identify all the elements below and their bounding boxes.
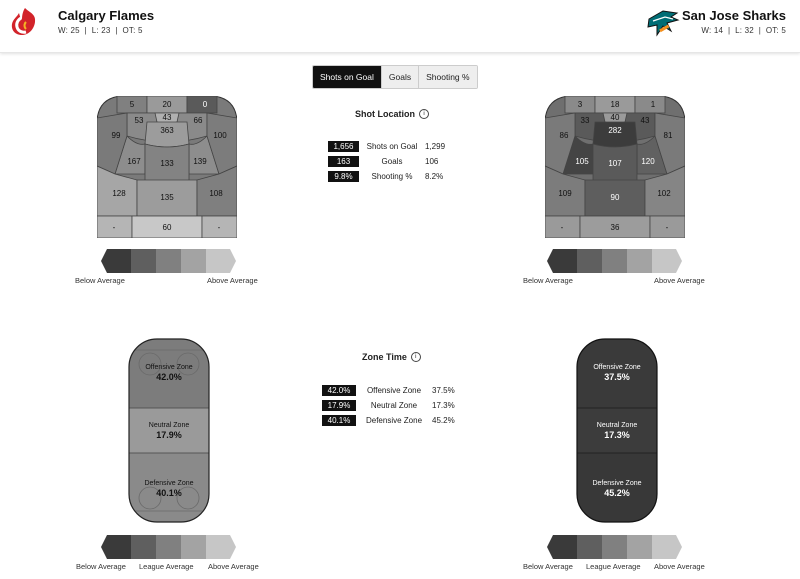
- zone-value: 36: [610, 223, 620, 232]
- san-jose-sharks-logo: [645, 5, 681, 41]
- home-stat-value: 17.9%: [322, 400, 356, 411]
- stat-row: [328, 154, 445, 169]
- stat-label: Defensive Zone: [365, 416, 423, 425]
- legend-segment: [602, 535, 627, 559]
- zone-value: 102: [657, 189, 671, 198]
- legend-left-label: Below Average: [523, 562, 573, 571]
- zone-value: 109: [558, 189, 572, 198]
- legend-segment: [181, 535, 206, 559]
- legend-segment: [131, 535, 156, 559]
- away-stat-value: 1,299: [425, 142, 446, 151]
- zone-value: 0: [202, 100, 208, 109]
- stat-label: Goals: [381, 157, 403, 166]
- zone-value: 105: [575, 157, 589, 166]
- zone-value: 18: [610, 100, 620, 109]
- zone-value: 3: [577, 100, 583, 109]
- away-stat-value: 106: [425, 157, 439, 166]
- zone-value: -: [560, 223, 564, 232]
- stat-label: Shots on Goal: [366, 142, 418, 151]
- zone-value: 363: [160, 126, 174, 135]
- zone-value: 107: [608, 159, 622, 168]
- zone-value: 53: [134, 116, 144, 125]
- zone-value: 43: [640, 116, 650, 125]
- zone-value: 90: [610, 193, 620, 202]
- legend-segment: [206, 249, 236, 273]
- legend-right-label: Above Average: [654, 562, 705, 571]
- zone-value: 282: [608, 126, 622, 135]
- legend-scale: [547, 249, 682, 273]
- home-zone-legend: [76, 535, 259, 572]
- zone-value: 43: [162, 113, 172, 122]
- away-stat-value: 8.2%: [425, 172, 444, 181]
- legend-segment: [627, 249, 652, 273]
- stat-label: Neutral Zone: [370, 401, 418, 410]
- away-stat-value: 45.2%: [432, 416, 455, 425]
- zone-value: 120: [641, 157, 655, 166]
- stat-label: Shooting %: [371, 172, 413, 181]
- legend-scale: [101, 249, 236, 273]
- nz-label: Neutral Zone: [596, 422, 638, 429]
- nz-value: 17.9%: [156, 430, 182, 440]
- home-stat-value: 163: [328, 156, 359, 167]
- legend-right-label: Above Average: [654, 276, 705, 285]
- tab-shots-on-goal[interactable]: Shots on Goal: [313, 66, 381, 88]
- oz-value: 42.0%: [156, 372, 182, 382]
- tab-goals[interactable]: Goals: [381, 66, 418, 88]
- zone-value: 86: [559, 131, 569, 140]
- zone-value: 135: [160, 193, 174, 202]
- zone-value: 99: [111, 131, 121, 140]
- home-shot-location-map: [97, 96, 237, 238]
- stat-row: [322, 398, 455, 413]
- zone-value: -: [217, 223, 221, 232]
- away-shot-location-map: [545, 96, 685, 238]
- calgary-flames-logo: [8, 6, 40, 38]
- oz-label: Offensive Zone: [145, 364, 193, 371]
- legend-segment: [156, 249, 181, 273]
- oz-label: Offensive Zone: [593, 364, 641, 371]
- zone-value: 139: [193, 157, 207, 166]
- nz-label: Neutral Zone: [148, 422, 190, 429]
- legend-mid-label: League Average: [586, 562, 641, 571]
- home-team-info: [58, 8, 154, 35]
- legend-scale: [101, 535, 236, 559]
- zone-value: 1: [650, 100, 656, 109]
- away-team-record: W: 14 | L: 32 | OT: 5: [701, 26, 786, 35]
- shot-location-title: [355, 109, 429, 119]
- legend-segment: [577, 249, 602, 273]
- zone-value: 66: [193, 116, 203, 125]
- dz-label: Defensive Zone: [144, 480, 194, 487]
- tab-shooting-pct[interactable]: Shooting %: [418, 66, 476, 88]
- legend-left-label: Below Average: [76, 562, 126, 571]
- legend-segment: [181, 249, 206, 273]
- legend-segment: [577, 535, 602, 559]
- home-stat-value: 40.1%: [322, 415, 356, 426]
- away-stat-value: 17.3%: [432, 401, 455, 410]
- zone-value: 20: [162, 100, 172, 109]
- home-team-name: Calgary Flames: [58, 8, 155, 23]
- home-stat-value: 1,656: [328, 141, 359, 152]
- home-stat-value: 42.0%: [322, 385, 356, 396]
- zone-value: 133: [160, 159, 174, 168]
- legend-segment: [652, 535, 682, 559]
- zone-value: 167: [127, 157, 141, 166]
- game-header: [0, 0, 800, 53]
- legend-left-label: Below Average: [523, 276, 573, 285]
- away-shot-legend: [523, 249, 705, 286]
- stat-tabs: [312, 65, 478, 89]
- zone-value: 40: [610, 113, 620, 122]
- away-zone-legend: [523, 535, 705, 572]
- legend-segment: [101, 249, 131, 273]
- stat-row: [322, 383, 455, 398]
- legend-right-label: Above Average: [207, 276, 258, 285]
- legend-mid-label: League Average: [139, 562, 194, 571]
- zone-value: 128: [112, 189, 126, 198]
- away-stat-value: 37.5%: [432, 386, 455, 395]
- legend-segment: [206, 535, 236, 559]
- legend-right-label: Above Average: [208, 562, 259, 571]
- zone-value: -: [665, 223, 669, 232]
- home-stat-value: 9.8%: [328, 171, 359, 182]
- nz-value: 17.3%: [604, 430, 630, 440]
- legend-segment: [652, 249, 682, 273]
- legend-segment: [131, 249, 156, 273]
- shot-location-title-text: Shot Location: [355, 109, 415, 119]
- legend-segment: [627, 535, 652, 559]
- zone-value: 100: [213, 131, 227, 140]
- stat-row: [328, 169, 445, 184]
- home-zone-time-rink: [128, 338, 210, 523]
- legend-segment: [101, 535, 131, 559]
- zone-value: 60: [162, 223, 172, 232]
- legend-segment: [547, 249, 577, 273]
- legend-segment: [156, 535, 181, 559]
- legend-left-label: Below Average: [75, 276, 125, 285]
- oz-value: 37.5%: [604, 372, 630, 382]
- legend-segment: [602, 249, 627, 273]
- zone-time-stats: [322, 383, 455, 428]
- stat-label: Offensive Zone: [366, 386, 422, 395]
- zone-value: 108: [209, 189, 223, 198]
- away-team-info: [682, 8, 786, 35]
- away-team-name: San Jose Sharks: [681, 8, 786, 23]
- stat-row: [322, 413, 455, 428]
- away-zone-time-rink: [576, 338, 658, 523]
- zone-time-title: [362, 352, 421, 362]
- dz-value: 45.2%: [604, 488, 630, 498]
- info-icon[interactable]: i: [419, 109, 429, 119]
- info-icon[interactable]: i: [411, 352, 421, 362]
- shot-location-stats: [328, 139, 445, 184]
- zone-value: -: [112, 223, 116, 232]
- zone-value: 33: [580, 116, 590, 125]
- stat-row: [328, 139, 445, 154]
- dz-label: Defensive Zone: [592, 480, 642, 487]
- home-team-record: W: 25 | L: 23 | OT: 5: [58, 26, 143, 35]
- zone-value: 5: [129, 100, 135, 109]
- legend-segment: [547, 535, 577, 559]
- home-shot-legend: [75, 249, 258, 286]
- zone-time-title-text: Zone Time: [362, 352, 407, 362]
- dz-value: 40.1%: [156, 488, 182, 498]
- zone-value: 81: [663, 131, 673, 140]
- legend-scale: [547, 535, 682, 559]
